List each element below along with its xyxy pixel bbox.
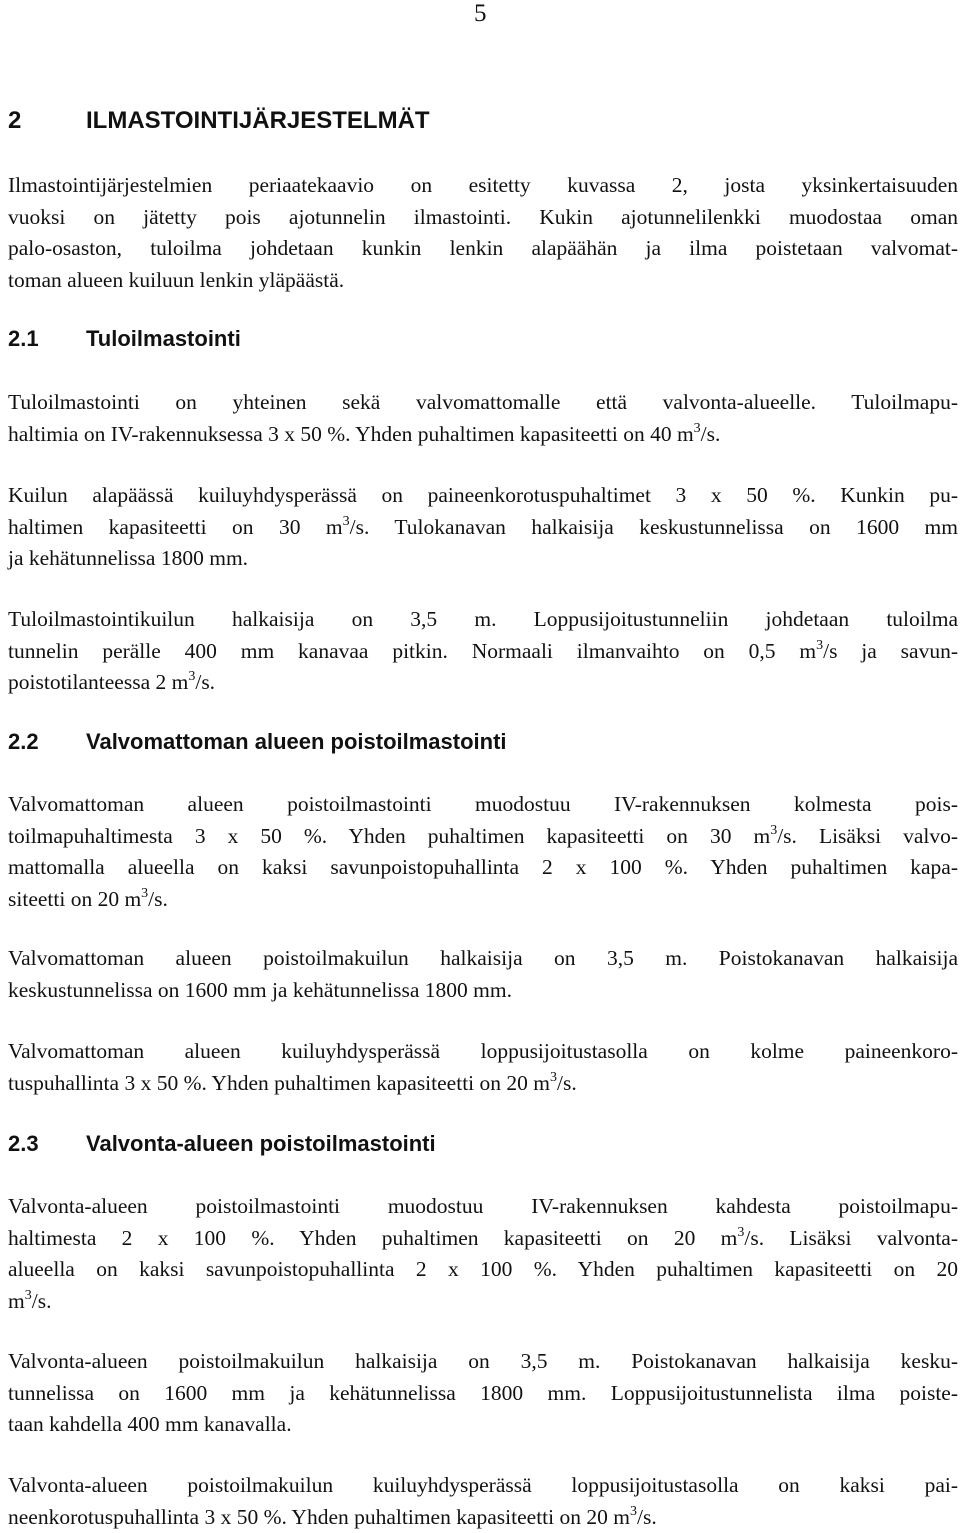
text-line xyxy=(8,667,958,699)
text-line: alueella on kaksi savunpoistopuhallinta 2 x 100 %. Yhden puhaltimen kapasiteetti on 20 xyxy=(8,1257,958,1281)
exponent: 3 xyxy=(737,1224,745,1240)
subsection-number: 2.2 xyxy=(8,729,39,754)
text-line xyxy=(8,821,958,853)
paragraph-2-3-c xyxy=(8,1470,958,1533)
text-line: Tuloilmastointi on yhteinen sekä valvomattomalle että valvonta-alueelle. Tuloilmapu- xyxy=(8,390,958,414)
exponent: 3 xyxy=(629,1503,637,1519)
paragraph-2-1-b xyxy=(8,480,958,575)
text-run: /s. xyxy=(556,1070,577,1095)
paragraph-2-3-a xyxy=(8,1191,958,1317)
text-run: haltimesta 2 x 100 %. Yhden puhaltimen kapasiteetti on 20 m xyxy=(8,1225,738,1250)
text-line: Valvomattoman alueen poistoilmakuilun halkaisija on 3,5 m. Poistokanavan halkaisija xyxy=(8,946,958,970)
text-line xyxy=(8,1502,958,1533)
text-run: siteetti on 20 m xyxy=(8,886,142,911)
intro-line: Ilmastointijärjestelmien periaatekaavio on esitetty kuvassa 2, josta yksinkertaisuuden xyxy=(8,173,958,197)
text-run: tunnelin perälle 400 mm kanavaa pitkin. Normaali ilmanvaihto on 0,5 m xyxy=(8,638,817,663)
text-line: ja kehätunnelissa 1800 mm. xyxy=(8,546,249,570)
text-run: /s. xyxy=(31,1288,52,1313)
intro-paragraph xyxy=(8,170,958,296)
exponent: 3 xyxy=(770,822,778,838)
text-line: Valvonta-alueen poistoilmakuilun halkaisija on 3,5 m. Poistokanavan halkaisija kesku- xyxy=(8,1349,958,1373)
text-line: Kuilun alapäässä kuiluyhdysperässä on paineenkorotuspuhaltimet 3 x 50 %. Kunkin pu- xyxy=(8,483,958,507)
text-run: haltimia on IV-rakennuksessa 3 x 50 %. Yhden puhaltimen kapasiteetti on 40 m xyxy=(8,421,694,446)
text-run: tuspuhallinta 3 x 50 %. Yhden puhaltimen kapasiteetti on 20 m xyxy=(8,1070,550,1095)
intro-line: vuoksi on jätetty pois ajotunnelin ilmastointi. Kukin ajotunnelilenkki muodostaa oman xyxy=(8,204,958,229)
text-line: Valvonta-alueen poistoilmastointi muodostuu IV-rakennuksen kahdesta poistoilmapu- xyxy=(8,1194,958,1218)
text-line: Valvonta-alueen poistoilmakuilun kuiluyhdysperässä loppusijoitustasolla on kaksi pai- xyxy=(8,1473,958,1497)
page-number: 5 xyxy=(474,0,487,27)
text-line xyxy=(8,1286,958,1318)
section-number: 2 xyxy=(8,107,22,134)
subsection-heading-2-2 xyxy=(8,727,507,757)
section-title: ILMASTOINTIJÄRJESTELMÄT xyxy=(86,107,430,134)
text-line: taan kahdella 400 mm kanavalla. xyxy=(8,1412,292,1436)
intro-line: palo-osaston, tuloilma johdetaan kunkin lenkin alapäähän ja ilma poistetaan valvomat- xyxy=(8,236,958,260)
text-line: Tuloilmastointikuilun halkaisija on 3,5 m. Loppusijoitustunneliin johdetaan tuloilma xyxy=(8,607,958,631)
subsection-number: 2.1 xyxy=(8,326,39,351)
text-run: /s. xyxy=(148,886,168,911)
text-line xyxy=(8,1068,958,1100)
subsection-title: Valvomattoman alueen poistoilmastointi xyxy=(86,729,507,754)
text-run: neenkorotuspuhallinta 3 x 50 %. Yhden puhaltimen kapasiteetti on 20 m xyxy=(8,1504,630,1529)
text-line: keskustunnelissa on 1600 mm ja kehätunnelissa 1800 mm. xyxy=(8,977,513,1002)
paragraph-2-1-a xyxy=(8,387,958,450)
section-heading xyxy=(8,106,430,136)
text-line: Valvomattoman alueen kuiluyhdysperässä loppusijoitustasolla on kolme paineenkoro- xyxy=(8,1039,958,1063)
exponent: 3 xyxy=(816,637,824,653)
intro-line: toman alueen kuiluun lenkin yläpäästä. xyxy=(8,267,345,292)
text-line xyxy=(8,419,958,451)
paragraph-2-2-c xyxy=(8,1036,958,1099)
text-line xyxy=(8,884,958,916)
paragraph-2-3-b xyxy=(8,1346,958,1441)
subsection-number: 2.3 xyxy=(8,1131,39,1156)
text-run: /s. Tulokanavan halkaisija keskustunnelissa on 1600 mm xyxy=(349,514,958,539)
text-run: /s. xyxy=(195,670,216,694)
text-run: /s. Lisäksi valvo- xyxy=(777,823,958,848)
paragraph-2-2-a xyxy=(8,789,958,915)
subsection-heading-2-3 xyxy=(8,1129,436,1159)
text-line xyxy=(8,636,958,668)
text-run: haltimen kapasiteetti on 30 m xyxy=(8,514,343,539)
exponent: 3 xyxy=(342,513,350,529)
text-line: mattomalla alueella on kaksi savunpoistopuhallinta 2 x 100 %. Yhden puhaltimen kapa- xyxy=(8,855,958,879)
exponent: 3 xyxy=(693,420,701,436)
exponent: 3 xyxy=(188,669,196,684)
text-run: /s ja savun- xyxy=(823,638,958,663)
exponent: 3 xyxy=(549,1069,557,1085)
paragraph-2-1-c xyxy=(8,604,958,699)
subsection-title: Tuloilmastointi xyxy=(86,326,241,351)
exponent: 3 xyxy=(141,885,149,901)
subsection-heading-2-1 xyxy=(8,324,241,354)
text-run: /s. xyxy=(636,1504,657,1529)
exponent: 3 xyxy=(24,1287,32,1303)
text-run: /s. Lisäksi valvonta- xyxy=(744,1225,959,1250)
text-run: poistotilanteessa 2 m xyxy=(8,670,189,694)
text-run: m xyxy=(8,1288,25,1313)
text-line xyxy=(8,512,958,544)
text-line xyxy=(8,1223,958,1255)
paragraph-2-2-b xyxy=(8,943,958,1006)
text-run: /s. xyxy=(700,421,721,446)
subsection-title: Valvonta-alueen poistoilmastointi xyxy=(86,1131,436,1156)
text-line: Valvomattoman alueen poistoilmastointi muodostuu IV-rakennuksen kolmesta pois- xyxy=(8,792,958,816)
text-run: toilmapuhaltimesta 3 x 50 %. Yhden puhaltimen kapasiteetti on 30 m xyxy=(8,823,771,848)
text-line: tunnelissa on 1600 mm ja kehätunnelissa 1800 mm. Loppusijoitustunnelista ilma poiste- xyxy=(8,1380,958,1405)
